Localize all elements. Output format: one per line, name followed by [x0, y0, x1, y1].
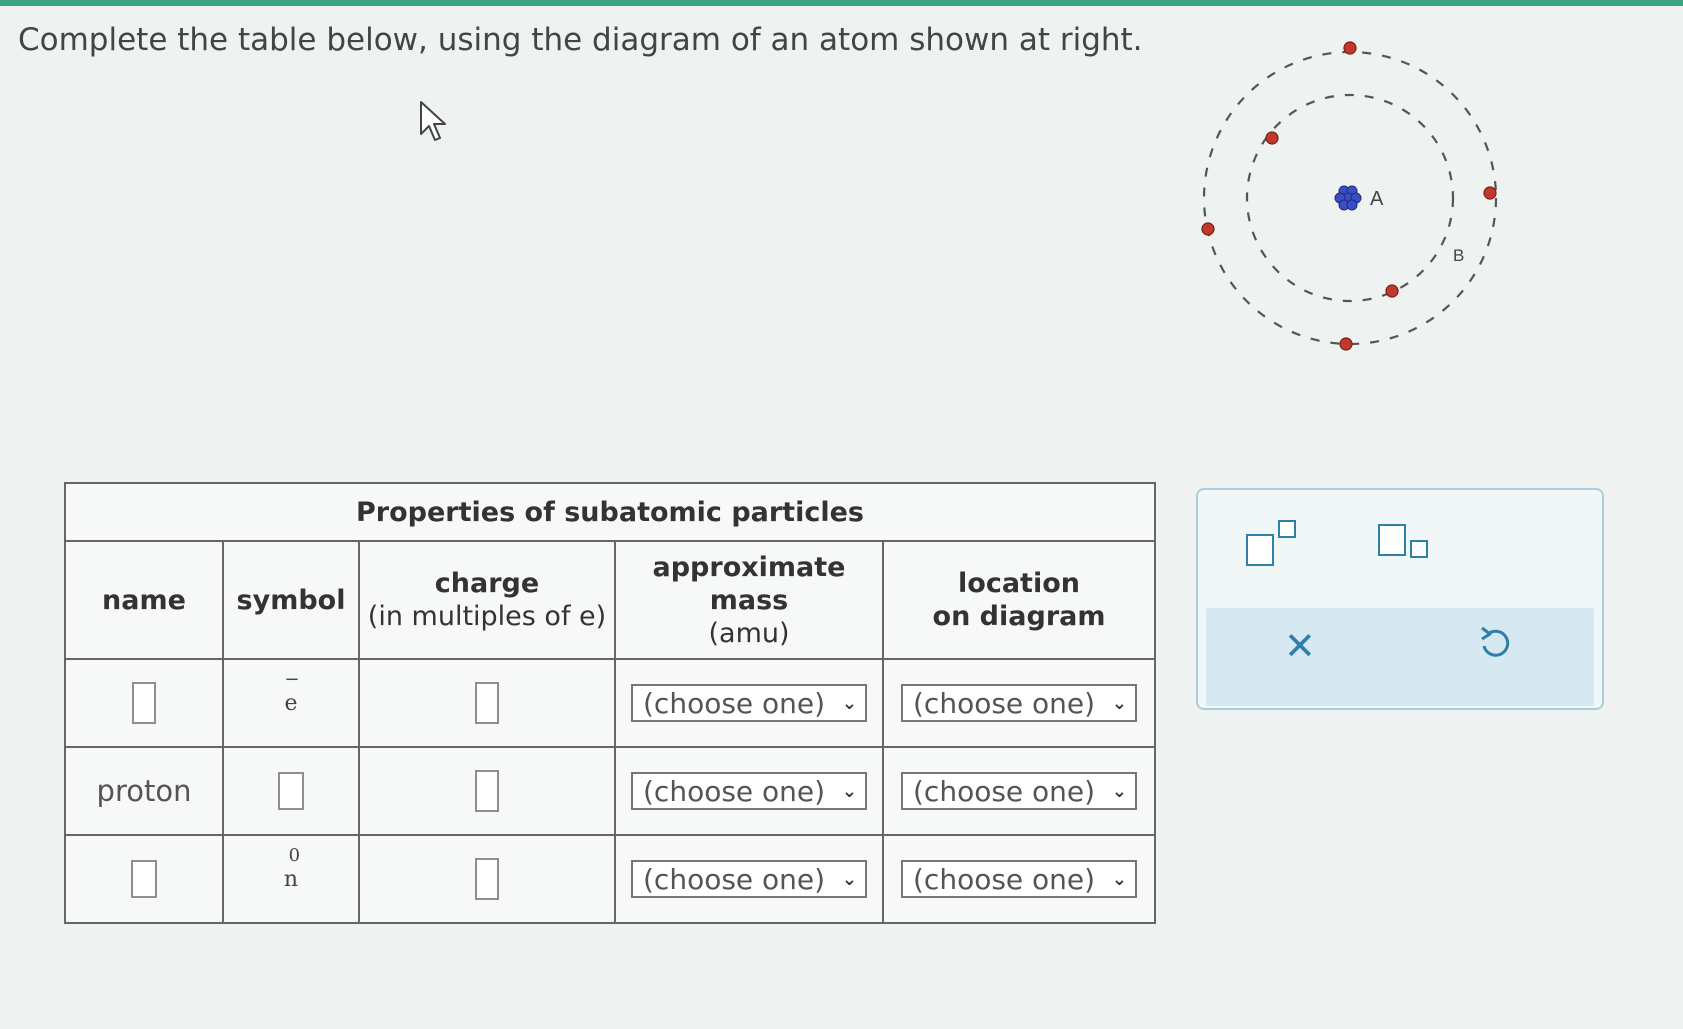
location-cell [883, 835, 1155, 923]
charge-cell [359, 659, 615, 747]
instructions-text: Complete the table below, using the diagram of an atom shown at right. [18, 22, 1143, 58]
header-name: name [65, 541, 223, 659]
mass-select[interactable]: (choose one) ⌄ [631, 860, 867, 898]
electron [1386, 285, 1398, 297]
clear-button[interactable] [1284, 624, 1316, 668]
mass-select[interactable]: (choose one) ⌄ [631, 684, 867, 722]
chevron-down-icon: ⌄ [1111, 780, 1127, 802]
neutron-symbol: n 0 [283, 844, 301, 892]
atom-diagram [1180, 30, 1510, 360]
subatomic-particles-table [64, 482, 1156, 924]
electron [1484, 187, 1496, 199]
name-cell [65, 659, 223, 747]
mass-cell [615, 747, 883, 835]
electron-symbol: e − [284, 668, 300, 716]
location-cell [883, 659, 1155, 747]
charge-input[interactable] [475, 770, 499, 812]
mass-cell [615, 835, 883, 923]
chevron-down-icon: ⌄ [841, 868, 857, 890]
location-select[interactable]: (choose one) ⌄ [901, 772, 1137, 810]
symbol-cell [223, 835, 359, 923]
mass-cell [615, 659, 883, 747]
header-charge: charge (in multiples of e) [359, 541, 615, 659]
header-symbol: symbol [223, 541, 359, 659]
chevron-down-icon: ⌄ [1111, 868, 1127, 890]
chevron-down-icon: ⌄ [841, 692, 857, 714]
header-location: location on diagram [883, 541, 1155, 659]
close-icon: ✕ [1284, 624, 1316, 668]
table-row [65, 835, 1155, 923]
charge-input[interactable] [475, 682, 499, 724]
table-row [65, 747, 1155, 835]
subscript-button[interactable] [1378, 520, 1438, 570]
chevron-down-icon: ⌄ [1111, 692, 1127, 714]
charge-cell [359, 747, 615, 835]
answer-tools-panel [1196, 488, 1604, 710]
electron [1202, 223, 1214, 235]
nucleus [1335, 186, 1361, 210]
name-input[interactable] [131, 860, 157, 898]
nucleus-label: A [1370, 188, 1384, 210]
symbol-input[interactable] [278, 772, 304, 810]
table-caption: Properties of subatomic particles [65, 483, 1155, 541]
location-select[interactable]: (choose one) ⌄ [901, 860, 1137, 898]
superscript-button[interactable] [1246, 520, 1306, 570]
electron [1266, 132, 1278, 144]
symbol-cell [223, 747, 359, 835]
mouse-pointer-icon [418, 100, 448, 142]
undo-button[interactable] [1478, 624, 1512, 666]
location-cell [883, 747, 1155, 835]
header-mass: approximate mass (amu) [615, 541, 883, 659]
symbol-cell [223, 659, 359, 747]
electron [1344, 42, 1356, 54]
name-cell: proton [65, 747, 223, 835]
name-input[interactable] [132, 682, 156, 724]
mass-select[interactable]: (choose one) ⌄ [631, 772, 867, 810]
electron [1340, 338, 1352, 350]
table-header-row [65, 541, 1155, 659]
shell-label: B [1453, 246, 1465, 265]
undo-icon [1478, 624, 1512, 662]
charge-cell [359, 835, 615, 923]
name-cell [65, 835, 223, 923]
charge-input[interactable] [475, 858, 499, 900]
top-accent-bar [0, 0, 1683, 6]
tools-action-strip [1206, 608, 1594, 706]
table-row [65, 659, 1155, 747]
location-select[interactable]: (choose one) ⌄ [901, 684, 1137, 722]
chevron-down-icon: ⌄ [841, 780, 857, 802]
